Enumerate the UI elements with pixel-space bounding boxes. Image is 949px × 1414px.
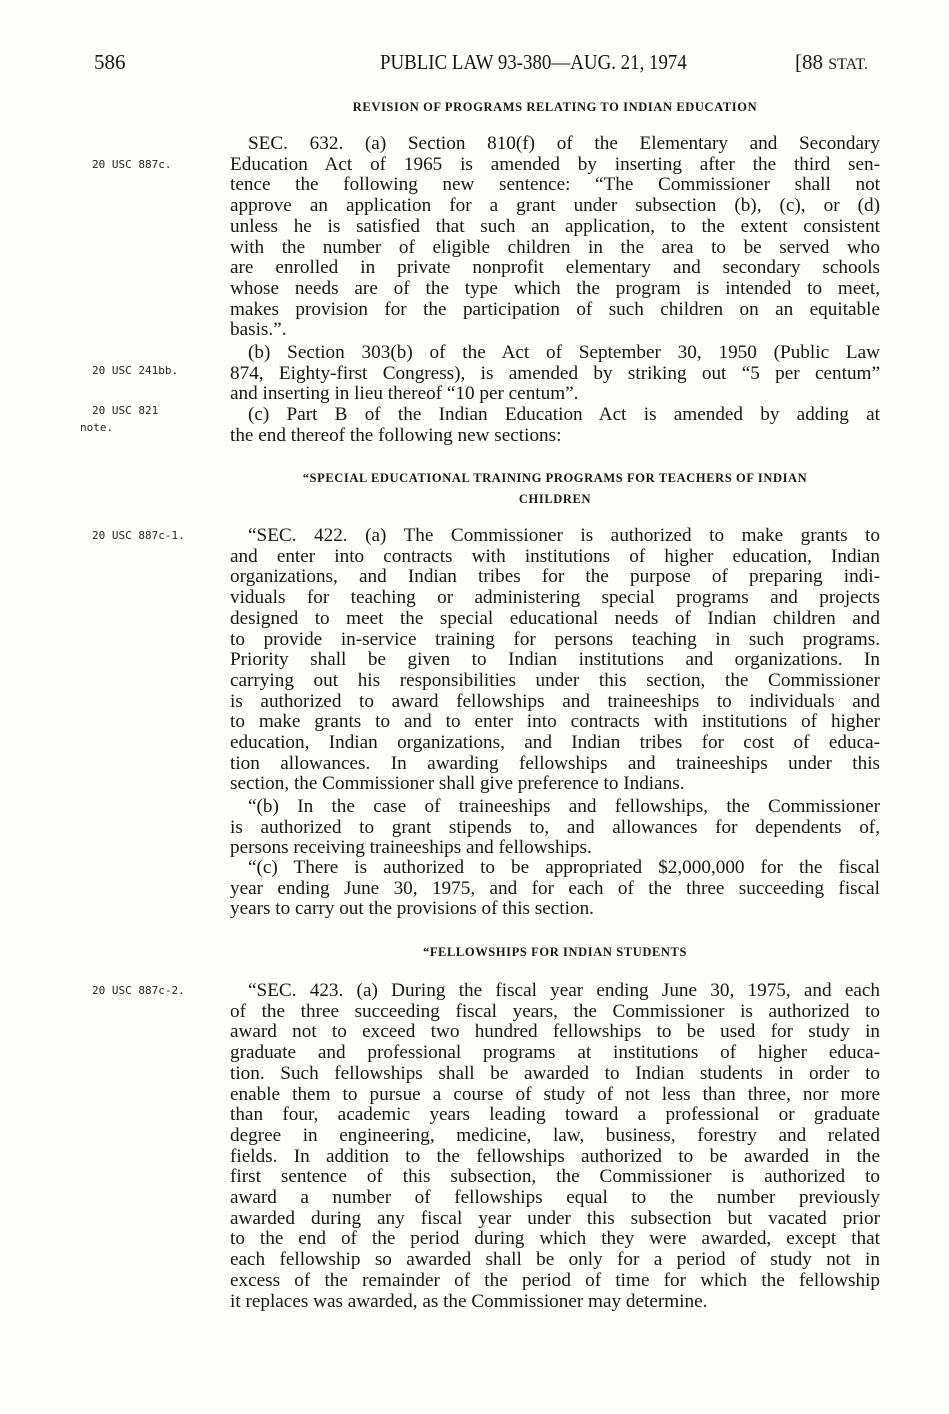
paragraph-line: persons receiving traineeships and fellowships. xyxy=(230,837,592,859)
paragraph-line: fields. In addition to the fellowships authorized to be awarded in the xyxy=(230,1145,880,1167)
paragraph-line: section, the Commissioner shall give preference to Indians. xyxy=(230,773,685,795)
section-heading-fellowships: “FELLOWSHIPS FOR INDIAN STUDENTS xyxy=(422,945,688,959)
paragraph-line: (c) Part B of the Indian Education Act is amended by adding at xyxy=(248,404,880,425)
margin-note: note. xyxy=(80,421,114,434)
paragraph-line: education, Indian organizations, and Indian tribes for cost of educa- xyxy=(230,732,880,753)
paragraph-line: excess of the remainder of the period of time for which the fellowship xyxy=(230,1269,880,1291)
paragraph-line: tion allowances. In awarding fellowships and traineeships under this xyxy=(230,752,880,774)
paragraph-line: to provide in-service training for persons teaching in such programs. xyxy=(230,628,880,650)
paragraph-line: award not to exceed two hundred fellowships to be used for study in xyxy=(230,1021,880,1043)
stat-prefix: [88 xyxy=(795,50,829,74)
margin-note: 20 USC 887c. xyxy=(92,158,172,171)
paragraph-line: each fellowship so awarded shall be only for a period of study not in xyxy=(230,1249,880,1271)
section-heading-special-1: “SPECIAL EDUCATIONAL TRAINING PROGRAMS FOR TEACHERS OF INDIAN xyxy=(302,471,808,485)
section-heading-special-2: CHILDREN xyxy=(518,492,592,506)
page-number: 586 xyxy=(94,50,126,74)
paragraph-line: unless he is satisfied that such an application, to the extent consistent xyxy=(230,215,880,237)
paragraph-line: are enrolled in private nonprofit elementary and secondary schools xyxy=(230,257,880,279)
paragraph-line: of the three succeeding fiscal years, the Commissioner is authorized to xyxy=(230,1000,880,1022)
margin-note: 20 USC 821 xyxy=(92,404,159,417)
paragraph-line: Education Act of 1965 is amended by inserting after the third sen- xyxy=(230,153,880,175)
paragraph-line: the end thereof the following new sections: xyxy=(230,424,562,446)
paragraph-line: tence the following new sentence: “The Commissioner shall not xyxy=(230,174,880,196)
paragraph-line: graduate and professional programs at institutions of higher educa- xyxy=(230,1042,880,1064)
paragraph-line: viduals for teaching or administering special programs and projects xyxy=(230,587,880,609)
paragraph-line: Priority shall be given to Indian institutions and organizations. In xyxy=(230,649,880,671)
paragraph-line: to make grants to and to enter into contracts with institutions of higher xyxy=(230,711,880,733)
paragraph-line: (b) Section 303(b) of the Act of September 30, 1950 (Public Law xyxy=(248,342,880,363)
paragraph-line: to the end of the period during which they were awarded, except that xyxy=(230,1228,880,1250)
paragraph-line: is authorized to grant stipends to, and allowances for dependents of, xyxy=(230,816,880,838)
paragraph-line: approve an application for a grant under subsection (b), (c), or (d) xyxy=(230,195,880,217)
running-title: PUBLIC LAW 93-380—AUG. 21, 1974 xyxy=(380,50,687,74)
stat-word: STAT. xyxy=(828,56,869,73)
paragraph-line: “SEC. 422. (a) The Commissioner is authorized to make grants to xyxy=(248,525,880,546)
paragraph-line: and inserting in lieu thereof “10 per centum”. xyxy=(230,383,579,405)
paragraph-line: whose needs are of the type which the program is intended to meet, xyxy=(230,277,880,299)
paragraph-line: award a number of fellowships equal to the number previously xyxy=(230,1187,880,1208)
margin-note: 20 USC 241bb. xyxy=(92,364,179,377)
paragraph-line: it replaces was awarded, as the Commissioner may determine. xyxy=(230,1290,708,1312)
paragraph-line: organizations, and Indian tribes for the purpose of preparing indi- xyxy=(230,566,880,588)
paragraph-line: awarded during any fiscal year under this subsection but vacated prior xyxy=(230,1207,880,1229)
paragraph-line: degree in engineering, medicine, law, business, forestry and related xyxy=(230,1124,880,1146)
paragraph-line: “(b) In the case of traineeships and fellowships, the Commissioner xyxy=(248,796,880,817)
paragraph-line: “(c) There is authorized to be appropriated $2,000,000 for the fiscal xyxy=(248,857,880,878)
paragraph-line: year ending June 30, 1975, and for each of the three succeeding fiscal xyxy=(230,877,880,899)
paragraph-line: first sentence of this subsection, the Commissioner is authorized to xyxy=(230,1166,880,1188)
paragraph-line: makes provision for the participation of such children on an equitable xyxy=(230,298,880,320)
paragraph-line: basis.”. xyxy=(230,319,287,341)
paragraph-line: with the number of eligible children in the area to be served who xyxy=(230,236,880,258)
paragraph-line: designed to meet the special educational needs of Indian children and xyxy=(230,607,880,629)
paragraph-line: “SEC. 423. (a) During the fiscal year ending June 30, 1975, and each xyxy=(248,980,880,1001)
paragraph-line: tion. Such fellowships shall be awarded to Indian students in order to xyxy=(230,1062,880,1084)
section-heading-revision: REVISION OF PROGRAMS RELATING TO INDIAN EDUCATION xyxy=(352,100,758,114)
paragraph-line: 874, Eighty-first Congress), is amended by striking out “5 per centum” xyxy=(230,362,880,384)
paragraph-line: years to carry out the provisions of this section. xyxy=(230,898,594,920)
margin-note: 20 USC 887c-2. xyxy=(92,984,185,997)
paragraph-line: carrying out his responsibilities under this section, the Commissioner xyxy=(230,669,880,691)
paragraph-line: and enter into contracts with institutions of higher education, Indian xyxy=(230,545,880,567)
margin-note: 20 USC 887c-1. xyxy=(92,529,185,542)
paragraph-line: SEC. 632. (a) Section 810(f) of the Elementary and Secondary xyxy=(248,133,880,154)
statute-volume xyxy=(795,50,868,75)
paragraph-line: enable them to pursue a course of study of not less than three, nor more xyxy=(230,1083,880,1105)
paragraph-line: than four, academic years leading toward a professional or graduate xyxy=(230,1104,880,1126)
paragraph-line: is authorized to award fellowships and traineeships to individuals and xyxy=(230,690,880,712)
